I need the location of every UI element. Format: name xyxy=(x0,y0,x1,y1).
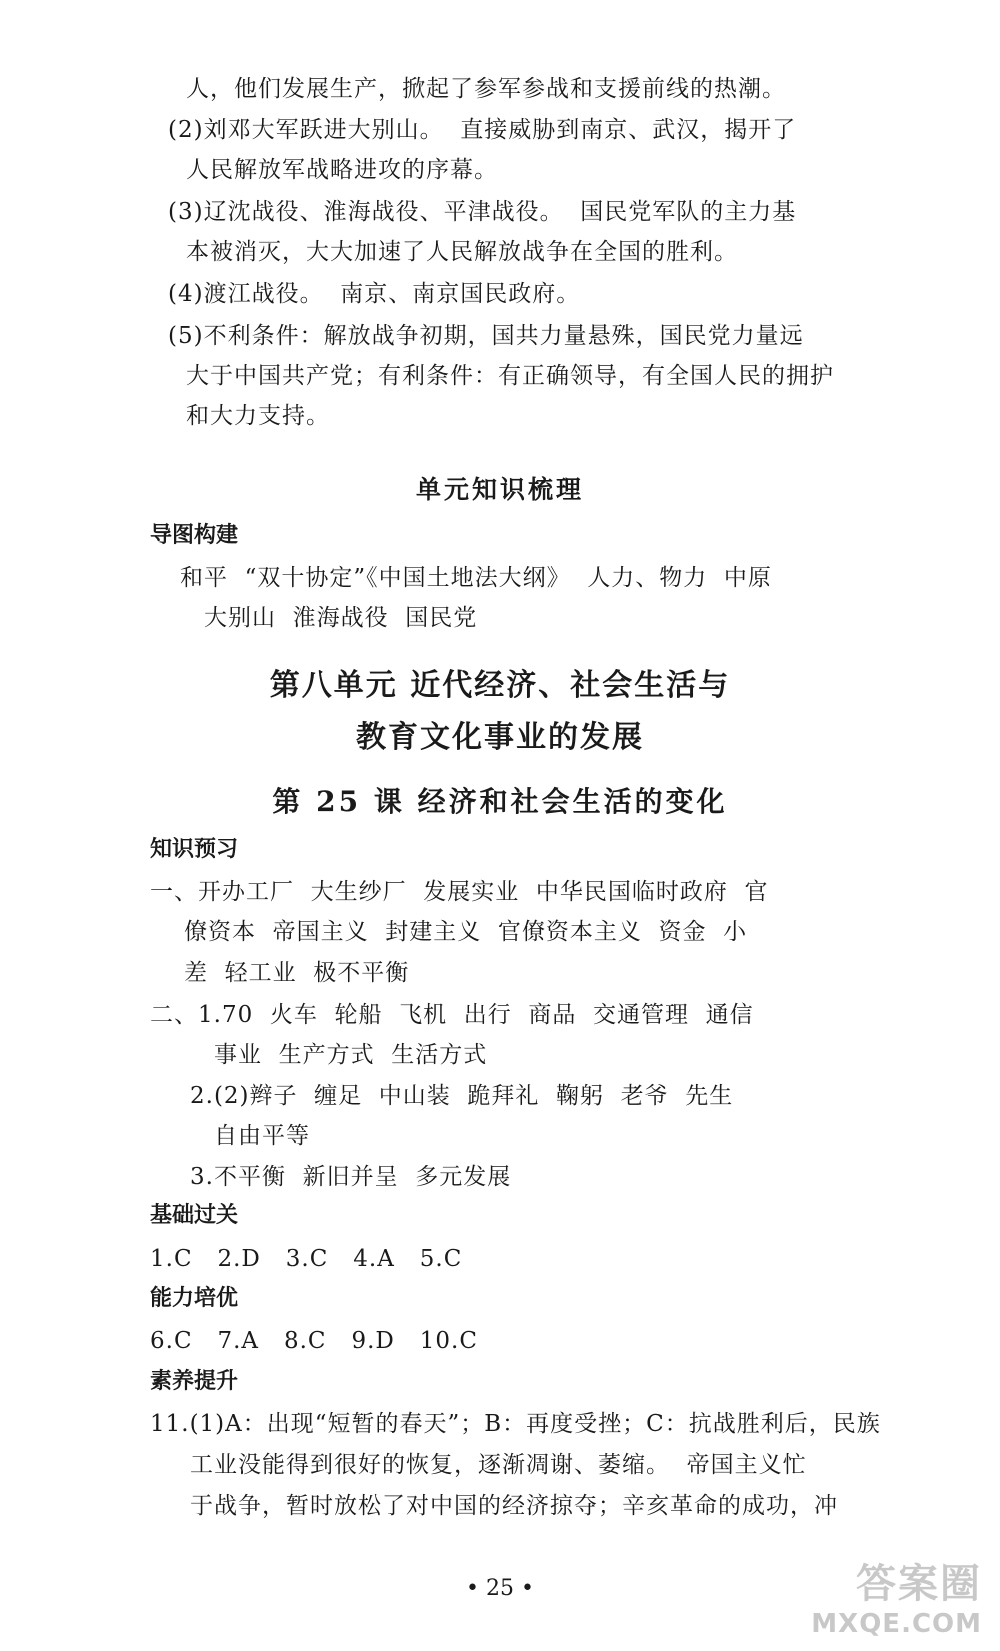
text-line: 人，他们发展生产，掀起了参军参战和支援前线的热潮。 xyxy=(186,76,786,102)
section-heading: 基础过关 xyxy=(150,1203,239,1228)
text-line: 二、1.70 火车 轮船 飞机 出行 商品 交通管理 通信 xyxy=(150,1002,754,1028)
text-line: (5)不利条件：解放战争初期，国共力量悬殊，国民党力量远 xyxy=(168,323,804,349)
text-line: 人民解放军战略进攻的序幕。 xyxy=(186,157,498,183)
answer-line: 6.C 7.A 8.C 9.D 10.C xyxy=(150,1328,478,1354)
lesson-title: 第 25 课 经济和社会生活的变化 xyxy=(272,785,728,818)
unit-title-line1: 第八单元 近代经济、社会生活与 xyxy=(269,668,731,703)
text-line: (3)辽沈战役、淮海战役、平津战役。 国民党军队的主力基 xyxy=(168,199,797,225)
section-heading: 知识预习 xyxy=(150,837,239,862)
unit-title-line2: 教育文化事业的发展 xyxy=(356,720,644,755)
text-line: 和大力支持。 xyxy=(186,403,330,429)
text-line: 本被消灭，大大加速了人民解放战争在全国的胜利。 xyxy=(186,239,738,265)
text-line: 自由平等 xyxy=(214,1123,310,1149)
page-number: • 25 • xyxy=(466,1576,534,1601)
section-heading: 能力培优 xyxy=(150,1286,239,1311)
text-line: 2.(2)辫子 缠足 中山装 跪拜礼 鞠躬 老爷 先生 xyxy=(190,1083,734,1109)
watermark-text: 答案圈 xyxy=(856,1561,982,1607)
text-line: 于战争，暂时放松了对中国的经济掠夺；辛亥革命的成功，冲 xyxy=(190,1493,838,1519)
text-line: 大别山 淮海战役 国民党 xyxy=(204,605,478,631)
text-line: 工业没能得到很好的恢复，逐渐凋谢、萎缩。 帝国主义忙 xyxy=(190,1452,807,1478)
text-line: 大于中国共产党；有利条件：有正确领导，有全国人民的拥护 xyxy=(186,363,834,389)
text-line: 事业 生产方式 生活方式 xyxy=(214,1042,488,1068)
text-line: 11.(1)A：出现“短暂的春天”；B：再度受挫；C：抗战胜利后，民族 xyxy=(150,1411,881,1437)
answer-line: 1.C 2.D 3.C 4.A 5.C xyxy=(150,1246,463,1272)
text-line: 差 轻工业 极不平衡 xyxy=(184,960,410,986)
text-line: 3.不平衡 新旧并呈 多元发展 xyxy=(190,1164,512,1190)
text-line: 僚资本 帝国主义 封建主义 官僚资本主义 资金 小 xyxy=(184,919,748,945)
section-heading: 素养提升 xyxy=(150,1369,239,1394)
watermark-site: MXQE.COM xyxy=(811,1609,982,1639)
text-line: 和平 “双十协定”《中国土地法大纲》 人力、物力 中原 xyxy=(180,565,772,591)
section-heading: 导图构建 xyxy=(150,523,239,548)
unit-review-title: 单元知识梳理 xyxy=(415,475,584,504)
watermark-logo xyxy=(811,1552,982,1639)
text-line: (2)刘邓大军跃进大别山。 直接威胁到南京、武汉，揭开了 xyxy=(168,117,797,143)
text-line: 一、开办工厂 大生纱厂 发展实业 中华民国临时政府 官 xyxy=(150,879,769,905)
text-line: (4)渡江战役。 南京、南京国民政府。 xyxy=(168,281,581,307)
